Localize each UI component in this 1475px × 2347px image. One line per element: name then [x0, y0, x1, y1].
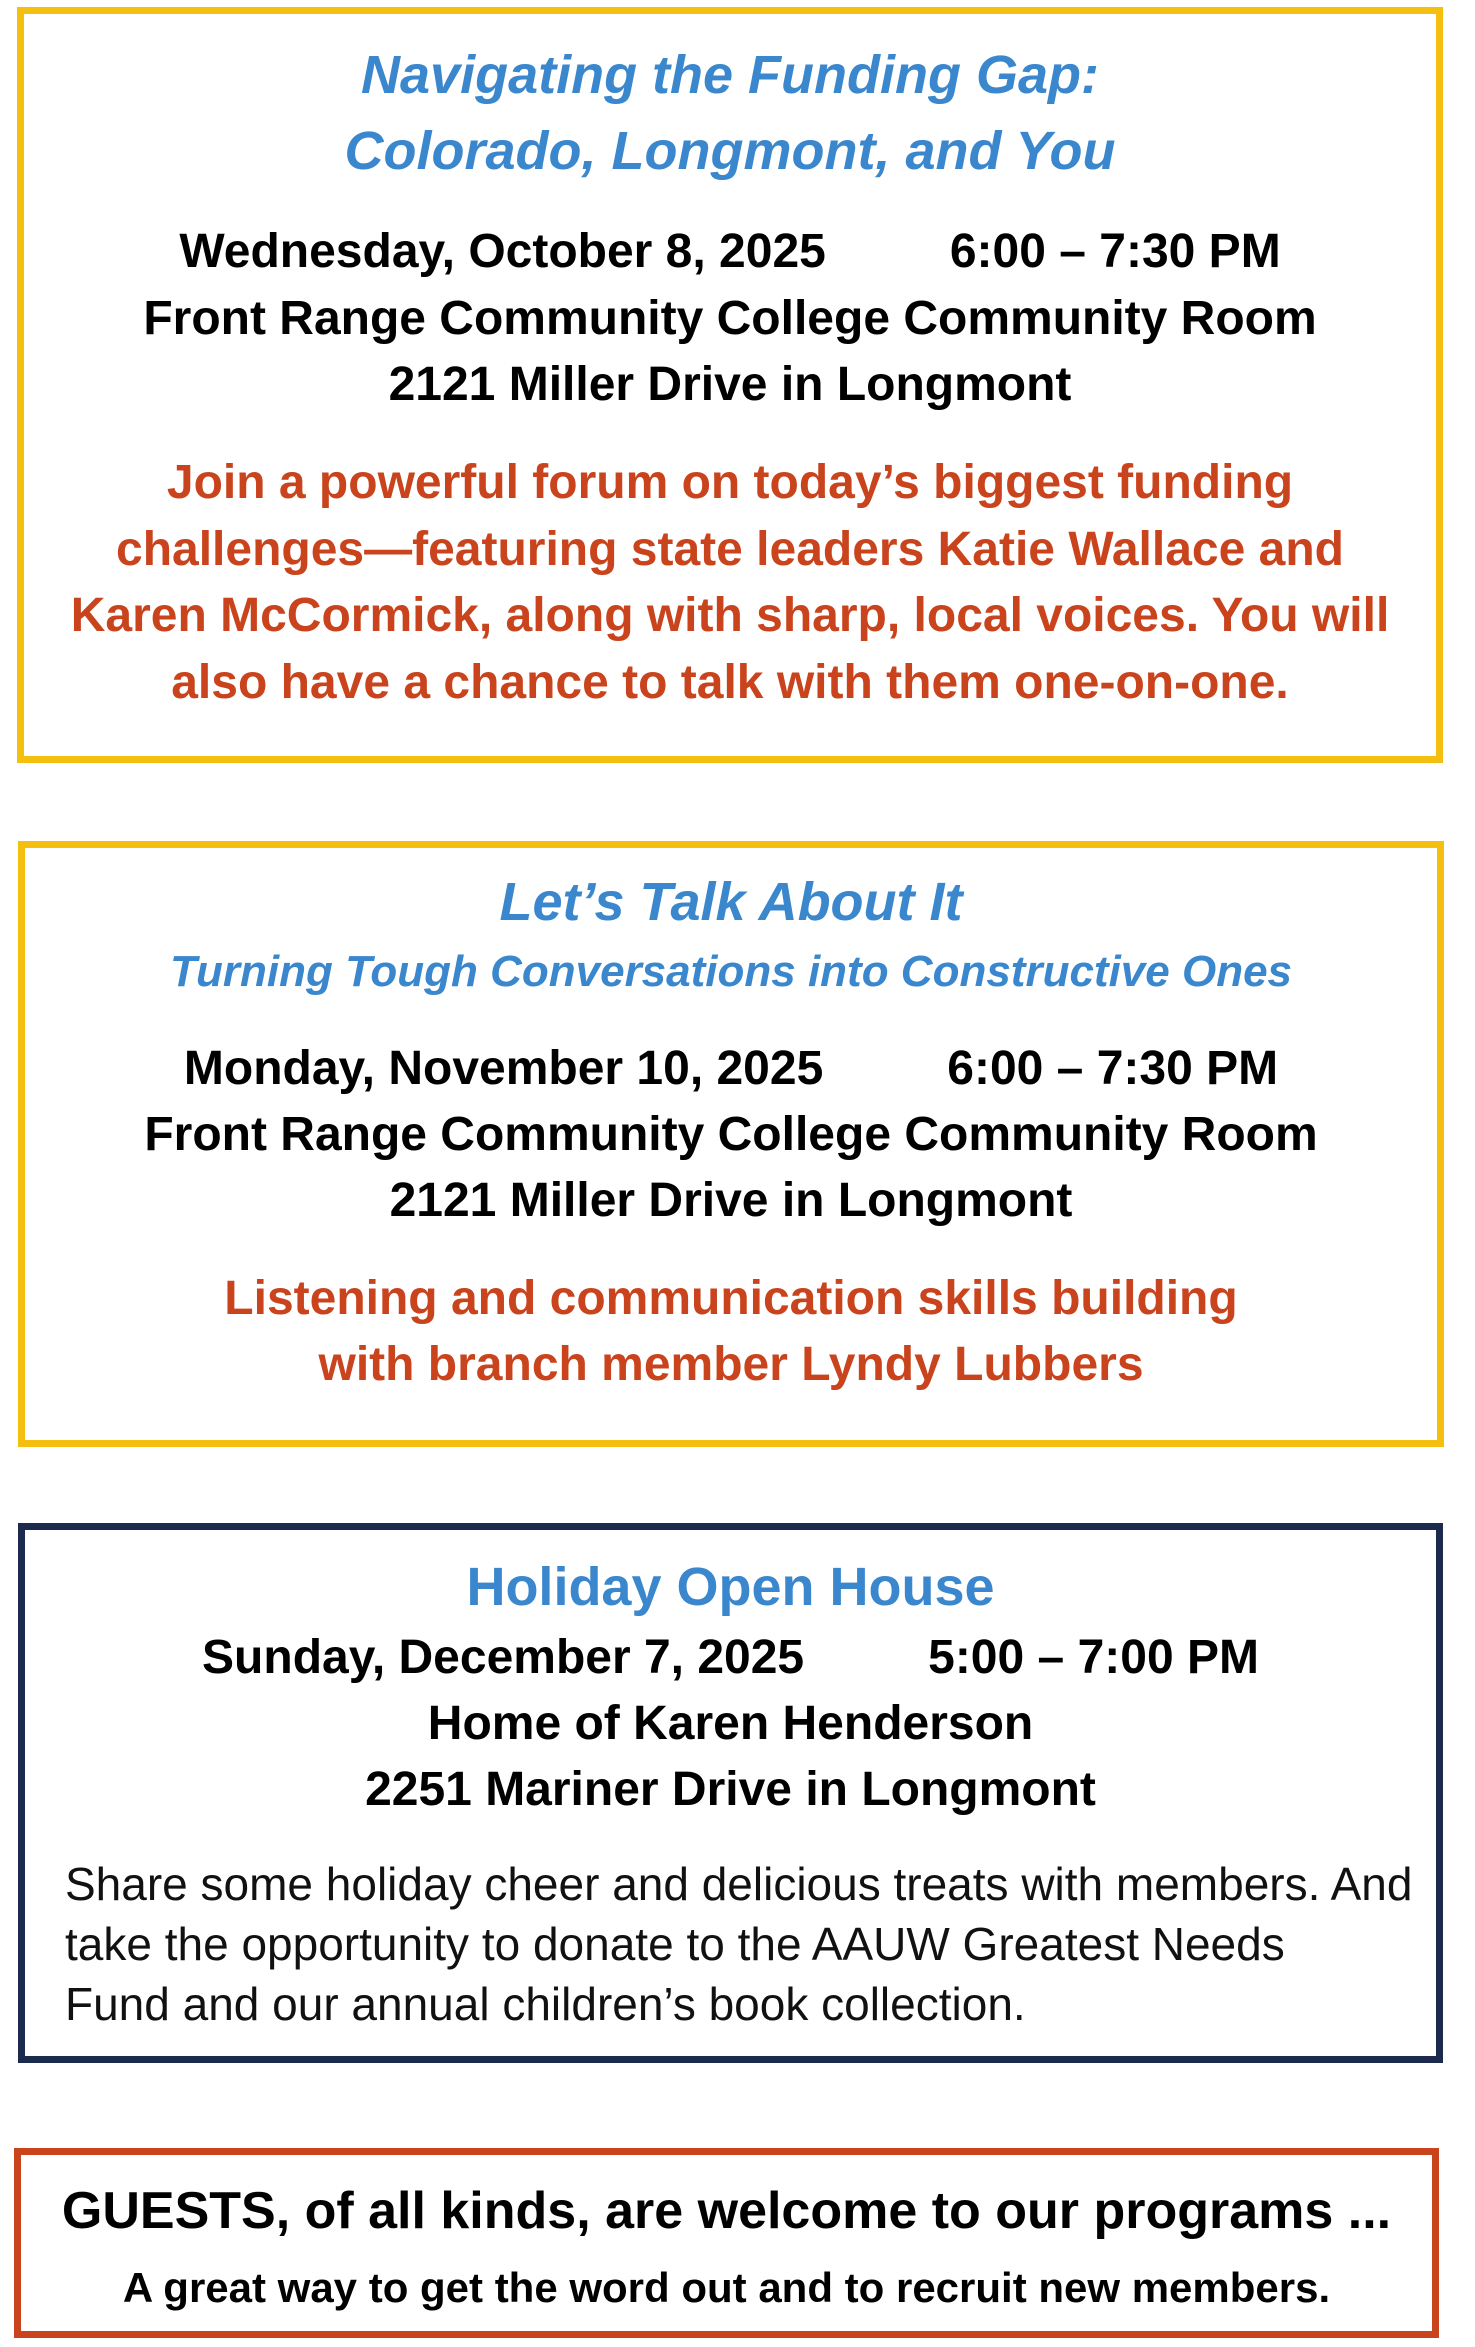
- event-title: Holiday Open House: [466, 1557, 995, 1617]
- event-address: 2251 Mariner Drive in Longmont: [365, 1763, 1096, 1816]
- event-date: Monday, November 10, 2025: [183, 1042, 824, 1095]
- event-description-line: Fund and our annual children’s book collection.: [65, 1978, 1026, 2030]
- event-description-line: Listening and communication skills building: [224, 1272, 1238, 1325]
- guests-headline: GUESTS, of all kinds, are welcome to our programs ...: [61, 2182, 1392, 2240]
- event-time: 6:00 – 7:30 PM: [947, 1042, 1279, 1095]
- event-description-line: Karen McCormick, along with sharp, local voices. You will: [70, 589, 1390, 642]
- event-address: 2121 Miller Drive in Longmont: [389, 1174, 1073, 1227]
- event-subtitle: Turning Tough Conversations into Constructive Ones: [169, 947, 1293, 996]
- event-venue: Home of Karen Henderson: [427, 1697, 1034, 1750]
- event-description-line: with branch member Lyndy Lubbers: [318, 1338, 1144, 1391]
- event-address: 2121 Miller Drive in Longmont: [388, 358, 1072, 411]
- event-card-holiday-open-house: [18, 1523, 1443, 2063]
- event-card-lets-talk: [18, 841, 1444, 1447]
- event-time: 6:00 – 7:30 PM: [949, 225, 1281, 278]
- event-description-line: challenges—featuring state leaders Katie Wallace and: [116, 523, 1344, 576]
- event-description-line: Share some holiday cheer and delicious treats with members. And: [65, 1858, 1413, 1910]
- event-date-time: [24, 225, 1436, 278]
- guests-subline: A great way to get the word out and to recruit new members.: [122, 2264, 1331, 2311]
- event-description-line: take the opportunity to donate to the AAUW Greatest Needs: [65, 1918, 1285, 1970]
- event-date-time: [25, 1631, 1436, 1684]
- event-card-funding-gap: [17, 7, 1443, 763]
- event-date: Sunday, December 7, 2025: [202, 1631, 805, 1684]
- event-time: 5:00 – 7:00 PM: [928, 1631, 1259, 1684]
- event-description: [65, 1854, 1425, 2034]
- event-title-line-2: Colorado, Longmont, and You: [344, 121, 1116, 181]
- event-venue: Front Range Community College Community Room: [144, 1108, 1318, 1161]
- event-venue: Front Range Community College Community Room: [143, 292, 1317, 345]
- event-description-line: Join a powerful forum on today’s biggest funding: [166, 456, 1294, 509]
- event-title-line-1: Navigating the Funding Gap:: [361, 45, 1099, 105]
- event-date: Wednesday, October 8, 2025: [179, 225, 826, 278]
- event-date-time: [25, 1042, 1437, 1095]
- guests-banner: [14, 2148, 1439, 2338]
- event-description-line: also have a chance to talk with them one-on-one.: [171, 656, 1289, 709]
- event-title: Let’s Talk About It: [499, 872, 963, 932]
